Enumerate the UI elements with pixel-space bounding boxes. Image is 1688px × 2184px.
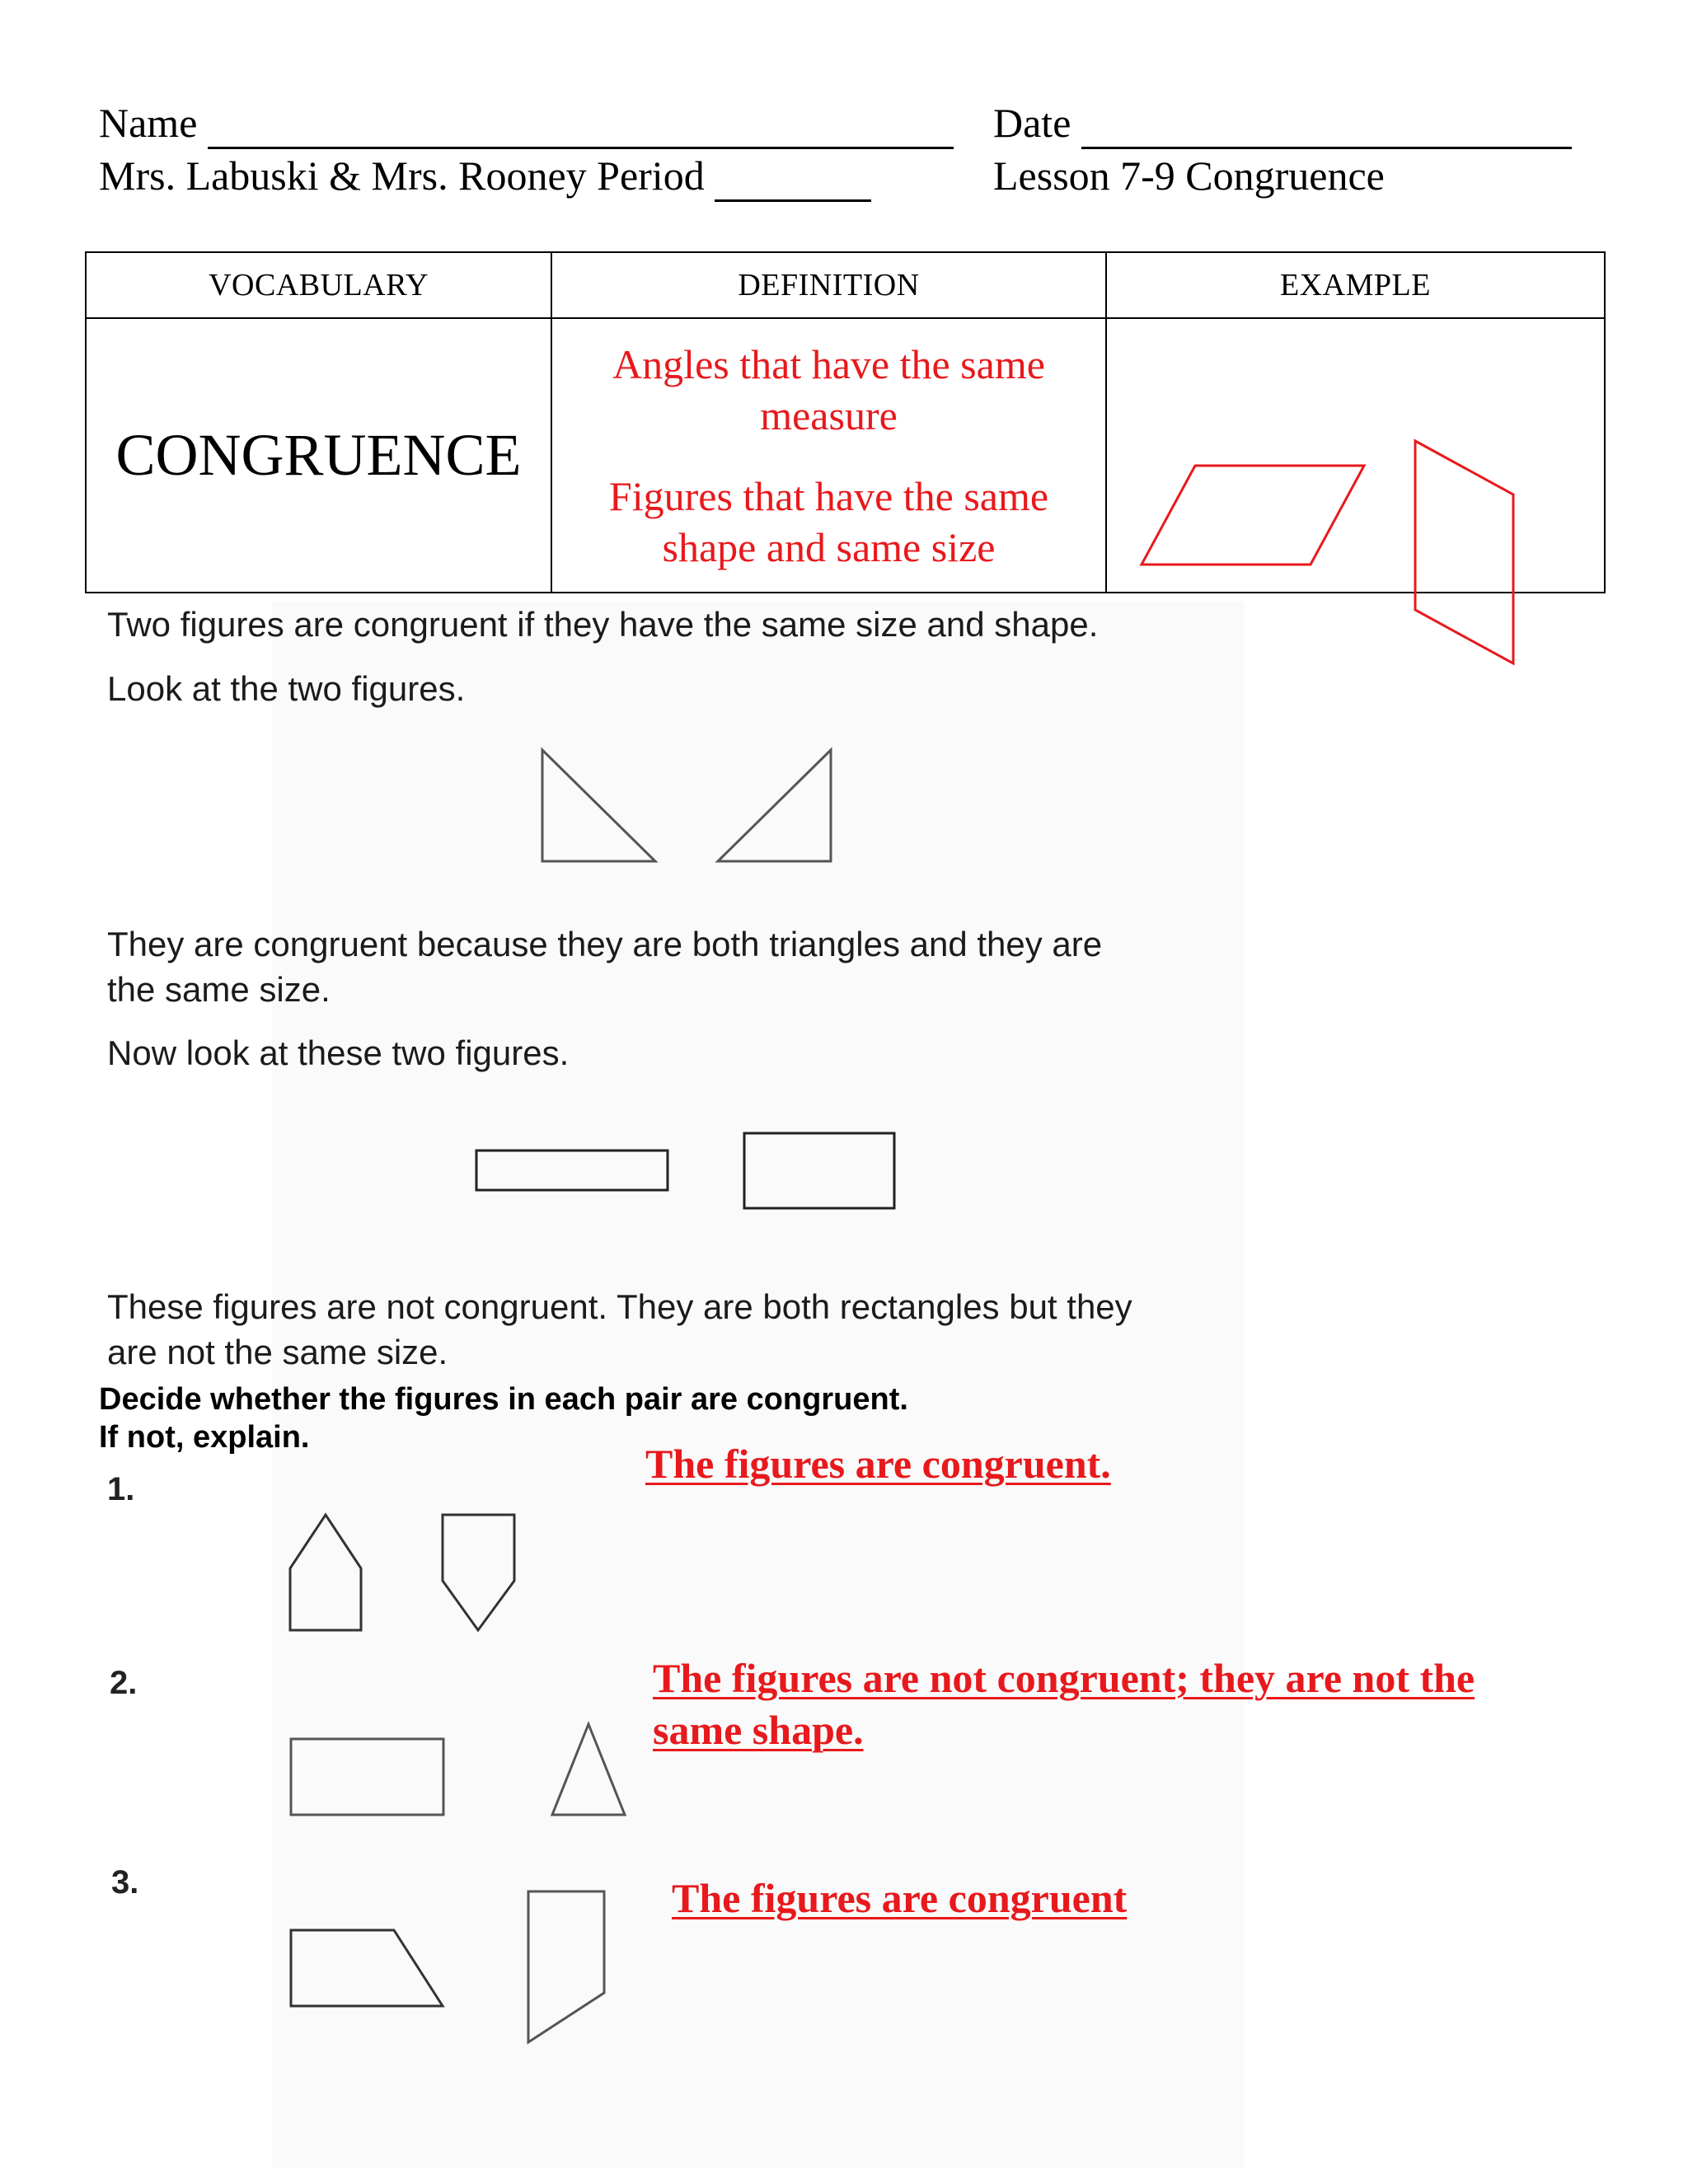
problem-1-number: 1. xyxy=(107,1471,135,1507)
congruent-explanation-line1: They are congruent because they are both triangles and they are xyxy=(107,925,1103,963)
name-label: Name xyxy=(99,100,198,146)
problem-3-trapezoid xyxy=(291,1930,443,2006)
problem-3-answer: The figures are congruent xyxy=(672,1875,1128,1921)
lesson-title: Lesson 7-9 Congruence xyxy=(993,152,1385,199)
intro-text: Two figures are congruent if they have the same size and shape. xyxy=(107,605,1099,644)
header-example: EXAMPLE xyxy=(1106,252,1605,318)
problem-2-answer-line2: same shape. xyxy=(653,1707,864,1753)
teachers-label: Mrs. Labuski & Mrs. Rooney Period xyxy=(99,152,705,199)
header-definition: DEFINITION xyxy=(551,252,1106,318)
look-text-2: Now look at these two figures. xyxy=(107,1033,570,1072)
problem-3-pentagon xyxy=(528,1891,604,2042)
definition-angles: Angles that have the same measure xyxy=(612,340,1045,438)
look-text-1: Look at the two figures. xyxy=(107,669,466,708)
vocab-term: CONGRUENCE xyxy=(86,318,551,593)
problem-3-number: 3. xyxy=(111,1864,139,1900)
instruction-line1: Decide whether the figures in each pair are congruent. xyxy=(99,1382,908,1417)
not-congruent-explanation-line2: are not the same size. xyxy=(107,1333,448,1371)
problem-2-answer-line1: The figures are not congruent; they are not the xyxy=(653,1655,1475,1701)
instruction-line2: If not, explain. xyxy=(99,1420,310,1455)
not-congruent-explanation-line1: These figures are not congruent. They are both rectangles but they xyxy=(107,1287,1132,1326)
problem-2-number: 2. xyxy=(110,1665,138,1701)
date-label: Date xyxy=(993,100,1071,146)
congruent-explanation-line2: the same size. xyxy=(107,970,331,1009)
problem-1-answer: The figures are congruent. xyxy=(645,1441,1111,1487)
definition-figures: Figures that have the same shape and same size xyxy=(608,472,1049,570)
header-vocabulary: VOCABULARY xyxy=(86,252,551,318)
